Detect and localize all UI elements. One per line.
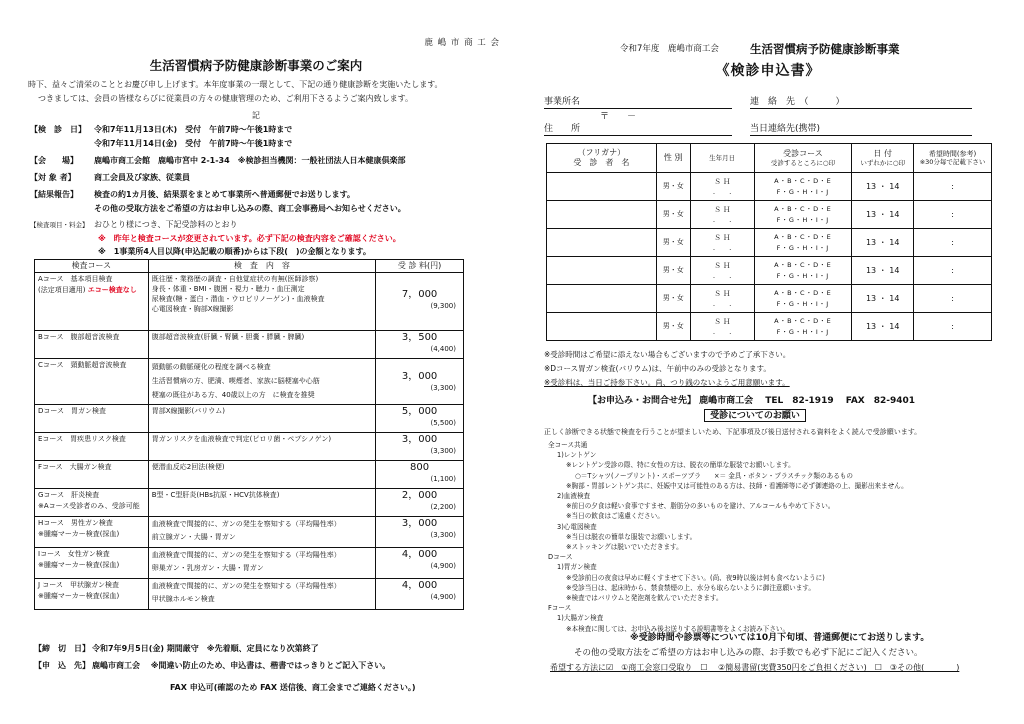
course-select[interactable]: A・B・C・D・E F・G・H・I・J — [754, 229, 852, 257]
applicant-table — [546, 143, 992, 341]
day-contact-field[interactable] — [750, 135, 972, 136]
info-value: 検査の約1カ月後、結果票をまとめて事業所へ普通郵便でお送りします。 — [94, 190, 355, 199]
course-name: Fコース 大腸ガン検査 — [35, 461, 149, 489]
course-content: 血液検査で間接的に、ガンの発生を察知する（平均陽性率） 前立腺ガン・大腸・胃ガン — [148, 517, 375, 548]
date-select[interactable]: 13 ・ 14 — [852, 201, 914, 229]
gender-select[interactable]: 男・女 — [656, 257, 690, 285]
info-value: おひとり様につき、下記受診料のとおり — [94, 220, 238, 229]
applicant-row — [547, 201, 992, 229]
info-value: 鹿嶋市商工会館 鹿嶋市宮中 2-1-34 ※検診担当機関：一般社団法人日本健康倶楽部 — [94, 156, 406, 165]
applicant-row — [547, 285, 992, 313]
applicant-name-field[interactable] — [547, 173, 657, 201]
guide-line: ※前日の夕食は軽い食事ですませ、脂肪分の多いものを避け、アルコールもやめて下さい。 — [566, 502, 835, 511]
application-page — [512, 0, 1024, 724]
course-table — [34, 259, 464, 610]
guide-title: 受診についてのお願い — [704, 409, 806, 422]
table-row — [35, 461, 464, 489]
time-field[interactable]: : — [914, 313, 992, 341]
table-row — [35, 433, 464, 461]
info-label: 【結果報告】 — [30, 190, 78, 199]
table-row — [35, 579, 464, 610]
course-fee: 800 (1,100) — [376, 461, 464, 489]
receipt-options: 希望する方法に☑ ①商工会窓口受取り ☐ ②簡易書留(実費350円をご負担ください) ☐ ③その他( ) — [550, 663, 960, 672]
applicant-name-field[interactable] — [547, 201, 657, 229]
course-content: 血液検査で間接的に、ガンの発生を察知する（平均陽性率） 卵巣ガン・乳房ガン・大腸・胃ガン — [148, 548, 375, 579]
table-row — [35, 405, 464, 433]
guide-line: ※本検査に関しては、お申込み後お送りする説明書等をよくお読み下さい。 — [566, 624, 790, 633]
guide-line: ※レントゲン受診の際、特に女性の方は、脱衣の簡単な服装でお願いします。 — [566, 461, 795, 470]
guide-line: 1)レントゲン — [557, 451, 597, 460]
applicant-table-header — [547, 144, 992, 173]
header-name: （フリガナ） 受 診 者 名 — [547, 144, 657, 173]
info-label: 【検 診 日】 — [30, 125, 86, 134]
address-label: 住 所 — [544, 124, 581, 134]
guide-line: ※ストッキングは脱いでいただきます。 — [566, 543, 683, 552]
table-header-row — [35, 260, 464, 273]
course-select[interactable]: A・B・C・D・E F・G・H・I・J — [754, 173, 852, 201]
course-name: Gコース 肝炎検査 ※Aコース受診者のみ、受診可能 — [35, 489, 149, 517]
apply-label: 【申 込 先】 — [34, 661, 90, 670]
deadline-row — [34, 644, 319, 656]
info-label: 【対 象 者】 — [30, 173, 76, 182]
course-name: Iコース 女性ガン検査 ※腫瘍マーカー検査(採血) — [35, 548, 149, 579]
info-row-fees — [30, 220, 238, 232]
course-name: Bコース 腹部超音波検査 — [35, 331, 149, 359]
course-fee: 3，000 (3,300) — [376, 433, 464, 461]
address-field[interactable] — [544, 135, 732, 136]
info-label: 【会 場】 — [30, 156, 78, 165]
apply-row — [34, 661, 390, 673]
guide-line: ※当日の飲食はご遠慮ください。 — [566, 512, 664, 521]
fax-note: FAX 申込可(確認のため FAX 送信後、商工会までご連絡ください。) — [170, 683, 416, 692]
info-row-venue — [30, 156, 405, 168]
course-name: J コース 甲状腺ガン検査 ※腫瘍マーカー検査(採血) — [35, 579, 149, 610]
intro-line-2: つきましては、会員の皆様ならびに従業員の方々の健康管理のため、ご利用下さるようご案内致します。 — [38, 94, 414, 103]
course-content: 頸動脈の動脈硬化の程度を調べる検査 生活習慣病の方、肥満、喫煙者、家族に脳梗塞や心筋 梗塞の既往がある方、40歳以上の方 に検査を推奨 — [148, 359, 375, 405]
guide-intro: 正しく診断できる状態で検査を行うことが望ましいため、下記事項及び後日送付される資料をよく読んで受診願います。 — [544, 428, 922, 436]
info-label: 【検査項目・料金】 — [30, 221, 89, 229]
course-select[interactable]: A・B・C・D・E F・G・H・I・J — [754, 313, 852, 341]
guide-line: ※胸部・胃部レントゲン共に、妊娠中又は可能性のある方は、技師・看護師等に必ず御連絡の上、撮影出来ません。 — [566, 481, 908, 490]
guide-line: 全コース共通 — [548, 441, 588, 449]
info-row-exam-date-1 — [30, 125, 292, 137]
guide-line: 2)血液検査 — [557, 492, 591, 501]
guide-line: 1)胃ガン検査 — [557, 563, 597, 572]
dob-field[interactable]: Ｓ Ｈ . . — [690, 285, 754, 313]
course-content: 胃ガンリスクを血液検査で判定(ピロリ菌・ペプシノゲン) — [148, 433, 375, 461]
date-select[interactable]: 13 ・ 14 — [852, 173, 914, 201]
applicant-name-field[interactable] — [547, 257, 657, 285]
guide-line: Fコース — [548, 604, 572, 613]
course-content: 便潜血反応2回法(検便) — [148, 461, 375, 489]
ki-label: 記 — [252, 111, 260, 120]
gender-select[interactable]: 男・女 — [656, 201, 690, 229]
course-content: 血液検査で間接的に、ガンの発生を察知する（平均陽性率） 甲状腺ホルモン検査 — [148, 579, 375, 610]
dob-field[interactable]: Ｓ Ｈ . . — [690, 313, 754, 341]
course-fee: 3，500 (4,400) — [376, 331, 464, 359]
course-name: Hコース 男性ガン検査 ※腫瘍マーカー検査(採血) — [35, 517, 149, 548]
date-select[interactable]: 13 ・ 14 — [852, 313, 914, 341]
gender-select[interactable]: 男・女 — [656, 313, 690, 341]
time-field[interactable]: : — [914, 173, 992, 201]
apply-value: 鹿嶋市商工会 ※間違い防止のため、申込書は、楷書ではっきりとご記入下さい。 — [92, 661, 391, 670]
course-content: B型・C型肝炎(HBs抗原・HCV抗体検査) — [148, 489, 375, 517]
guide-line: 3)心電図検査 — [557, 522, 597, 531]
course-name: Cコース 頸動脈超音波検査 — [35, 359, 149, 405]
guide-line: 1)大腸ガン検査 — [557, 614, 604, 623]
intro-line-1: 時下、益々ご清栄のこととお慶び申し上げます。本年度事業の一環として、下記の通り健康診断を実施いたします。 — [28, 80, 443, 89]
gender-select[interactable]: 男・女 — [656, 229, 690, 257]
date-select[interactable]: 13 ・ 14 — [852, 229, 914, 257]
date-select[interactable]: 13 ・ 14 — [852, 257, 914, 285]
info-value: 商工会員及び家族、従業員 — [94, 173, 190, 182]
course-fee: 2，000 (2,200) — [376, 489, 464, 517]
dob-field[interactable]: Ｓ Ｈ . . — [690, 173, 754, 201]
table-row — [35, 517, 464, 548]
course-fee: 3，000 (3,300) — [376, 359, 464, 405]
table-row — [35, 359, 464, 405]
course-fee: 4，000 (4,900) — [376, 548, 464, 579]
applicant-row — [547, 257, 992, 285]
applicant-row — [547, 173, 992, 201]
no-echo-note: エコー検査なし — [87, 286, 137, 294]
deadline-label: 【締 切 日】 — [34, 644, 90, 653]
applicant-name-field[interactable] — [547, 285, 657, 313]
fiscal-year-org: 令和7年度 鹿嶋市商工会 — [620, 44, 719, 54]
course-fee: 3，000 (3,300) — [376, 517, 464, 548]
guide-line: ※受診前日の夜食は早めに軽くすませて下さい。(尚、夜9時以後は何も食べないように) — [566, 573, 825, 582]
course-name: Eコース 胃疾患リスク検査 — [35, 433, 149, 461]
header-time: 希望時間(参考) ※30分毎で記載下さい — [914, 144, 992, 173]
form-heading: 《検診申込書》 — [715, 63, 821, 79]
course-content: 腹部超音波検査(肝臓・腎臓・胆嚢・膵臓・脾臓) — [148, 331, 375, 359]
info-row-results — [30, 190, 355, 202]
course-content: 胃部X線撮影(バリウム) — [148, 405, 375, 433]
note-fee: ※受診料は、当日ご持参下さい。尚、つり銭のないようご用意願います。 — [544, 378, 790, 387]
info-row-target — [30, 173, 190, 185]
applicant-row — [547, 229, 992, 257]
notice-discount: ※ 1事業所4人目以降(申込記載の順番)からは下段( )の金額となります。 — [98, 247, 371, 256]
contact-info: 【お申込み・お問合せ先】 鹿嶋市商工会 TEL 82-1919 FAX 82-9401 — [588, 396, 916, 406]
table-row — [35, 489, 464, 517]
dob-field[interactable]: Ｓ Ｈ . . — [690, 201, 754, 229]
info-row-exam-date-2 — [30, 139, 292, 151]
course-select[interactable]: A・B・C・D・E F・G・H・I・J — [754, 201, 852, 229]
applicant-name-field[interactable] — [547, 313, 657, 341]
date-select[interactable]: 13 ・ 14 — [852, 285, 914, 313]
applicant-name-field[interactable] — [547, 229, 657, 257]
table-row — [35, 273, 464, 331]
dob-field[interactable]: Ｓ Ｈ . . — [690, 257, 754, 285]
header-fee: 受 診 料(円) — [376, 260, 464, 273]
notice-course-change: ※ 昨年と検査コースが変更されています。必ず下記の検査内容をご確認ください。 — [98, 234, 401, 243]
table-row — [35, 548, 464, 579]
course-select[interactable]: A・B・C・D・E F・G・H・I・J — [754, 285, 852, 313]
table-row — [35, 331, 464, 359]
receipt-instruction: その他の受取方法をご希望の方はお申し込みの際、お手数でも必ず下記にご記入ください。 — [574, 648, 923, 658]
header-course: 検査コース — [35, 260, 149, 273]
header-content: 検 査 内 容 — [148, 260, 375, 273]
info-value: その他の受取方法をご希望の方はお申し込みの際、商工会事務局へお知らせください。 — [94, 204, 406, 213]
time-field[interactable]: : — [914, 257, 992, 285]
course-fee: 4，000 (4,900) — [376, 579, 464, 610]
gender-select[interactable]: 男・女 — [656, 173, 690, 201]
day-contact-label: 当日連絡先(携帯) — [750, 124, 821, 134]
course-fee: 5，000 (5,500) — [376, 405, 464, 433]
course-content: 既往歴・業務歴の調査・自他覚症状の有無(医師診察) 身長・体重・BMI・腹囲・視力・聴力・血圧測定 尿検査(糖・蛋白・潜血・ウロビリノーゲン)・血液検査 心電図検査・胸部X線撮影 — [148, 273, 375, 331]
info-row-results-2 — [30, 204, 406, 216]
info-label — [30, 139, 94, 151]
header-dob: 生年月日 — [690, 144, 754, 173]
gender-select[interactable]: 男・女 — [656, 285, 690, 313]
course-name: Dコース 胃ガン検査 — [35, 405, 149, 433]
time-field[interactable]: : — [914, 201, 992, 229]
business-name-field[interactable] — [544, 108, 732, 109]
organization-name: 鹿 嶋 市 商 工 会 — [424, 38, 500, 48]
guide-list — [548, 440, 908, 634]
guide-line: ※当日は脱衣の簡単な服装でお願いします。 — [566, 532, 697, 541]
course-select[interactable]: A・B・C・D・E F・G・H・I・J — [754, 257, 852, 285]
dob-field[interactable]: Ｓ Ｈ . . — [690, 229, 754, 257]
note-barium: ※Dコース胃ガン検査(バリウム)は、午前中のみの受診となります。 — [544, 364, 771, 373]
applicant-row — [547, 313, 992, 341]
guide-line: ※検査ではバリウムと発泡剤を飲んでいただきます。 — [566, 594, 723, 603]
guide-line: ○＝Tシャツ(ノープリント)・スポーツブラ ×＝ 金具・ボタン・プラスチック類のあるもの — [575, 471, 853, 480]
header-gender: 性 別 — [656, 144, 690, 173]
header-course: 受診コース 受診するところに○印 — [754, 144, 852, 173]
time-field[interactable]: : — [914, 229, 992, 257]
business-name-label: 事業所名 — [544, 97, 581, 107]
header-date: 日 付 いずれかに○印 — [852, 144, 914, 173]
mailing-note: ※受診時間や診票等については10月下旬頃、普通郵便にてお送りします。 — [630, 633, 930, 643]
contact-number-label: 連 絡 先 （ ） — [750, 97, 845, 107]
course-fee: 7，000 (9,300) — [376, 273, 464, 331]
guide-line: ※受診当日は、起床時から、禁食禁煙の上、水分も取らないように御注意願います。 — [566, 583, 815, 592]
info-value: 令和7年11月14日(金) 受付 午前7時～午後1時まで — [94, 139, 293, 148]
info-label — [30, 204, 94, 216]
note-time: ※受診時間はご希望に添えない場合もございますので予めご了承下さい。 — [544, 350, 791, 359]
time-field[interactable]: : — [914, 285, 992, 313]
info-value: 令和7年11月13日(木) 受付 午前7時～午後1時まで — [94, 125, 293, 134]
course-name: Aコース 基本項目検査 (法定項目適用) エコー検査なし — [35, 273, 149, 331]
postal-code-label: 〒 － — [600, 112, 637, 122]
guide-line: Dコース — [548, 553, 573, 562]
contact-number-field[interactable] — [750, 108, 972, 109]
applicant-rows — [547, 173, 992, 341]
program-title: 生活習慣病予防健康診断事業 — [750, 42, 900, 56]
page-title: 生活習慣病予防健康診断事業のご案内 — [149, 58, 363, 73]
deadline-value: 令和7年9月5日(金) 期間厳守 ※先着順、定員になり次第終了 — [92, 644, 319, 653]
